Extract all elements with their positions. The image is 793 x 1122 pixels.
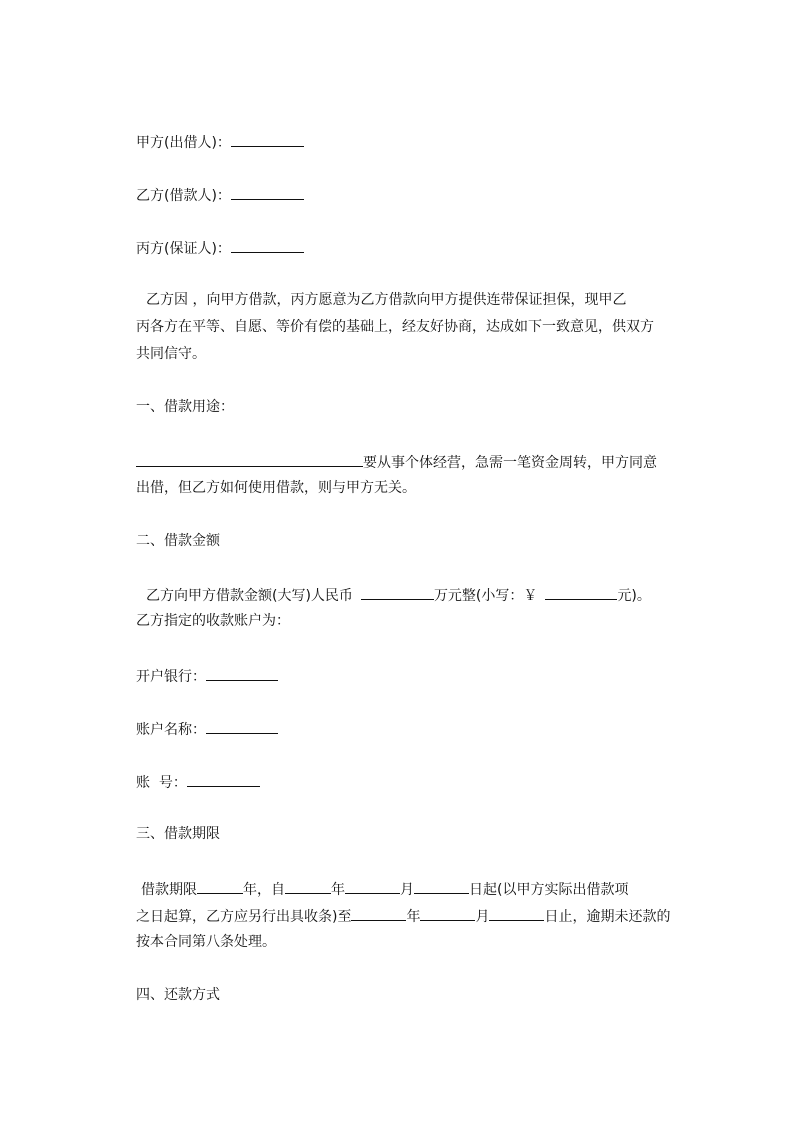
section3-heading: 三、借款期限 <box>136 826 220 842</box>
account-name-line <box>136 719 278 737</box>
guarantor-blank[interactable] <box>231 238 304 253</box>
start-year-blank[interactable] <box>285 879 331 894</box>
guarantor-label: 丙方(保证人)： <box>136 241 231 257</box>
end-year-label: 年 <box>406 909 421 925</box>
term-line-1 <box>141 879 628 897</box>
bank-label: 开户银行： <box>136 669 206 685</box>
term-from: 年，自 <box>243 882 285 898</box>
end-day-label: 日止，逾期未还款的 <box>544 909 671 925</box>
end-month-label: 月 <box>475 909 490 925</box>
amount-prefix: 乙方向甲方借款金额(大写)人民币 <box>146 588 353 604</box>
account-name-label: 账户名称： <box>136 722 206 738</box>
borrower-blank[interactable] <box>231 185 304 200</box>
term-prefix: 借款期限 <box>141 882 197 898</box>
amount-suffix: 元)。 <box>617 588 651 604</box>
lender-blank[interactable] <box>231 132 304 147</box>
purpose-blank[interactable] <box>136 452 363 467</box>
intro-line-3: 共同信守。 <box>136 346 206 362</box>
purpose-line-1 <box>136 452 657 470</box>
bank-line <box>136 666 278 684</box>
amount-unit: 万元整(小写：￥ <box>433 588 538 604</box>
lender-label: 甲方(出借人)： <box>136 135 231 151</box>
end-month-blank[interactable] <box>420 906 475 921</box>
amount-line <box>146 585 651 603</box>
guarantor-line <box>136 238 304 256</box>
account-intro: 乙方指定的收款账户为： <box>136 613 290 629</box>
start-day-blank[interactable] <box>414 879 469 894</box>
term-line2-prefix: 之日起算，乙方应另行出具收条)至 <box>136 909 352 925</box>
term-line-3: 按本合同第八条处理。 <box>136 934 276 950</box>
purpose-line-2: 出借，但乙方如何使用借款，则与甲方无关。 <box>136 480 416 496</box>
start-day-label: 日起(以甲方实际出借款项 <box>469 882 629 898</box>
term-years-blank[interactable] <box>197 879 243 894</box>
intro-line-2: 丙各方在平等、自愿、等价有偿的基础上，经友好协商，达成如下一致意见，供双方 <box>136 319 654 335</box>
account-number-label: 账 号： <box>136 775 187 791</box>
intro-line-1: 乙方因 ，向甲方借款，丙方愿意为乙方借款向甲方提供连带保证担保，现甲乙 <box>146 292 627 308</box>
borrower-line <box>136 185 304 203</box>
section2-heading: 二、借款金额 <box>136 533 220 549</box>
section4-heading: 四、还款方式 <box>136 987 220 1003</box>
borrower-label: 乙方(借款人)： <box>136 188 231 204</box>
section1-heading: 一、借款用途： <box>136 399 234 415</box>
bank-blank[interactable] <box>206 666 278 681</box>
start-year-label: 年 <box>331 882 345 898</box>
end-day-blank[interactable] <box>489 906 544 921</box>
lender-line <box>136 132 304 150</box>
purpose-text: 要从事个体经营，急需一笔资金周转，甲方同意 <box>363 455 657 471</box>
start-month-label: 月 <box>400 882 414 898</box>
amount-capital-blank[interactable] <box>361 585 434 600</box>
account-number-blank[interactable] <box>187 772 260 787</box>
amount-number-blank[interactable] <box>545 585 617 600</box>
account-name-blank[interactable] <box>206 719 278 734</box>
term-line-2 <box>136 906 670 924</box>
account-number-line <box>136 772 260 790</box>
end-year-blank[interactable] <box>351 906 406 921</box>
start-month-blank[interactable] <box>345 879 400 894</box>
